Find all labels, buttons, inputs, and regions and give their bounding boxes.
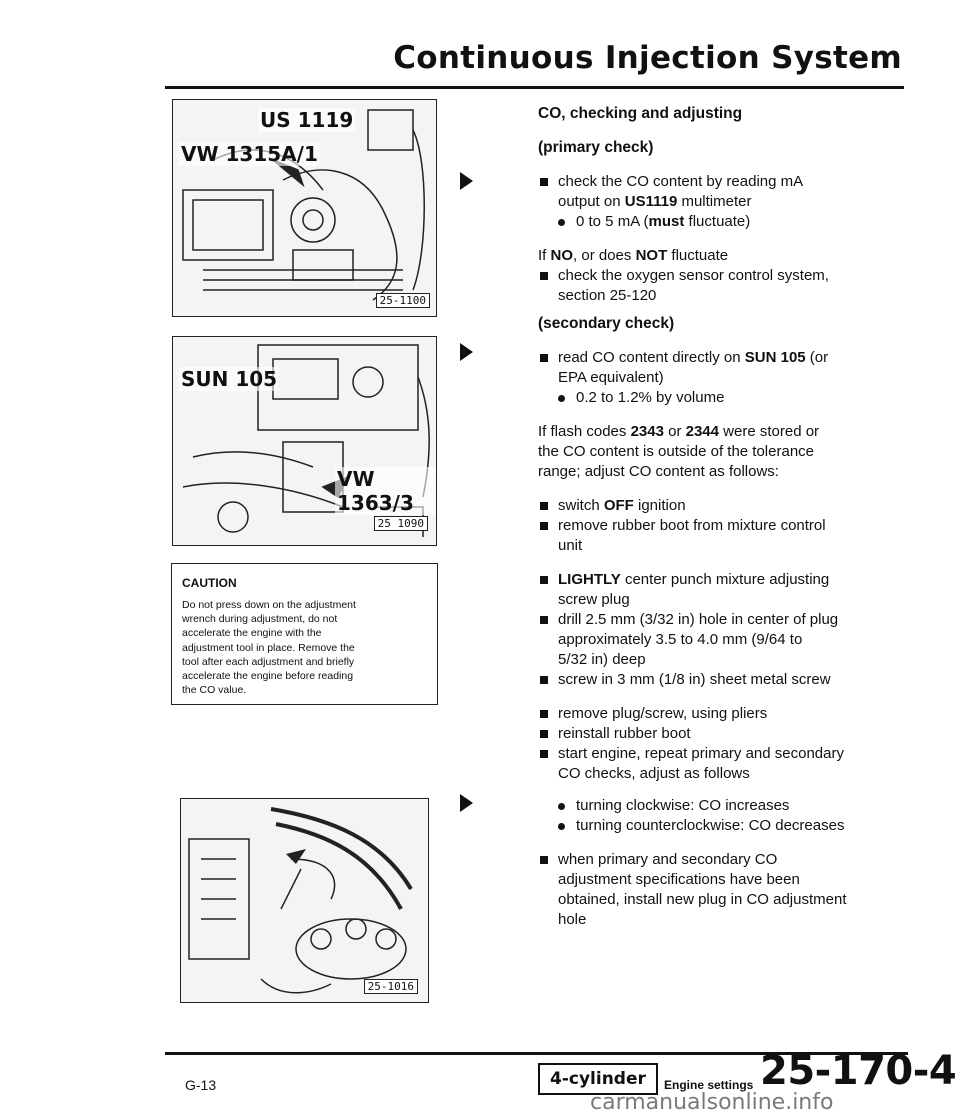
paragraph-line: range; adjust CO content as follows: [538,463,779,480]
figure-adjustment-screw [180,798,429,1003]
list-item [538,266,918,306]
list-item-text: EPA equivalent) [558,369,664,386]
list-item-text [558,570,918,590]
list-item: remove plug/screw, using pliers [538,704,918,724]
text-run: (or [805,349,829,366]
caution-line: accelerate the engine with the [182,627,322,640]
list-item-text: hole [558,911,587,928]
list-item [538,850,918,930]
text-run-bold: 2343 [630,423,664,440]
pointer-arrow-icon [460,343,473,361]
list-item [538,610,918,670]
list-item-text [558,348,918,368]
list-item-text: check the CO content by reading mA [558,173,804,190]
secondary-check-heading: (secondary check) [538,315,675,332]
text-run-bold: NOT [635,247,668,264]
figure-label-sun105: SUN 105 [181,367,278,391]
list-item [538,172,918,212]
footer-code: G-13 [185,1077,217,1093]
text-run: center punch mixture adjusting [620,571,830,588]
text-run: , or does [573,247,636,264]
procedure-secondary [538,314,918,784]
paragraph [538,422,918,442]
list-item-text: 5/32 in) deep [558,651,646,668]
list-item-text: section 25-120 [558,287,657,304]
list-item-text: drill 2.5 mm (3/32 in) hole in center of plug [558,611,839,628]
pointer-arrow-icon [460,172,473,190]
list-item: 0.2 to 1.2% by volume [538,388,918,408]
text-run: If flash codes [538,423,631,440]
list-item-text: CO checks, adjust as follows [558,765,750,782]
text-run-bold: NO [550,247,574,264]
text-run: fluctuate [667,247,729,264]
list-item-text [558,192,918,212]
procedure-adjust [538,796,918,930]
text-run: output on [558,193,625,210]
pointer-arrow-icon [460,794,473,812]
list-item: turning clockwise: CO increases [538,796,918,816]
list-item-text: approximately 3.5 to 4.0 mm (9/64 to [558,631,803,648]
figure-co-tester-hookup [172,336,437,546]
text-run: or [663,423,686,440]
text-run: were stored or [719,423,820,440]
page-number: 25-170-4 [760,1048,957,1094]
list-item-text: unit [558,537,583,554]
text-run-bold: 2344 [685,423,719,440]
caution-line: the CO value. [182,684,247,697]
caution-line: tool after each adjustment and briefly [182,655,355,668]
text-run-bold: US1119 [624,193,678,210]
figure-code: 25-1100 [376,293,430,308]
figure-code: 25 1090 [374,516,428,531]
text-run: multimeter [677,193,752,210]
list-item-text: screw plug [558,591,630,608]
figure-multimeter-illustration [173,100,436,316]
list-item: reinstall rubber boot [538,724,918,744]
paragraph [538,246,918,266]
figure-code: 25-1016 [364,979,418,994]
caution-body [182,598,427,697]
figure-label-us1119: US 1119 [260,108,354,132]
caution-line: accelerate the engine before reading [182,670,354,683]
page-header-title: Continuous Injection System [393,40,902,76]
list-item: screw in 3 mm (1/8 in) sheet metal screw [538,670,918,690]
caution-line: adjustment tool in place. Remove the [182,641,355,654]
section-title: CO, checking and adjusting [538,105,743,122]
text-run: switch [558,497,604,514]
list-item [538,212,918,232]
list-item-text: when primary and secondary CO [558,851,778,868]
list-item-text: obtained, install new plug in CO adjustment [558,891,847,908]
list-item [538,570,918,610]
caution-line: Do not press down on the adjustment [182,599,356,611]
caution-title: CAUTION [182,576,237,590]
list-item-text: start engine, repeat primary and secondary [558,745,844,762]
list-item-text: adjustment specifications have been [558,871,800,888]
text-run: 0 to 5 mA ( [576,213,649,230]
figure-label-vw1363: VW 1363/3 [335,467,436,515]
text-run-bold: OFF [603,497,634,514]
list-item [538,348,918,388]
procedure-primary [538,104,918,306]
list-item [538,744,918,784]
caution-line: wrench during adjustment, do not [182,613,338,626]
text-run: read CO content directly on [558,349,745,366]
caution-box [171,563,438,705]
list-item-text: remove rubber boot from mixture control [558,517,826,534]
text-run-bold: must [648,213,685,230]
text-run-bold: SUN 105 [744,349,806,366]
watermark: carmanualsonline.info [590,1090,834,1115]
figure-multimeter-hookup [172,99,437,317]
header-rule [165,86,904,89]
paragraph-line: the CO content is outside of the tolerance [538,443,814,460]
list-item [538,496,918,516]
list-item: turning counterclockwise: CO decreases [538,816,918,836]
figure-adjustment-illustration [181,799,428,1002]
footer-section-tab: 4-cylinder [538,1063,658,1095]
primary-check-heading: (primary check) [538,139,654,156]
text-run-bold: LIGHTLY [558,571,621,588]
list-item-text: check the oxygen sensor control system, [558,267,829,284]
text-run: ignition [633,497,686,514]
text-run: fluctuate) [684,213,751,230]
list-item [538,516,918,556]
figure-label-vw1315a: VW 1315A/1 [181,142,318,166]
text-run: If [538,247,551,264]
footer-section-label: Engine settings [664,1078,754,1092]
